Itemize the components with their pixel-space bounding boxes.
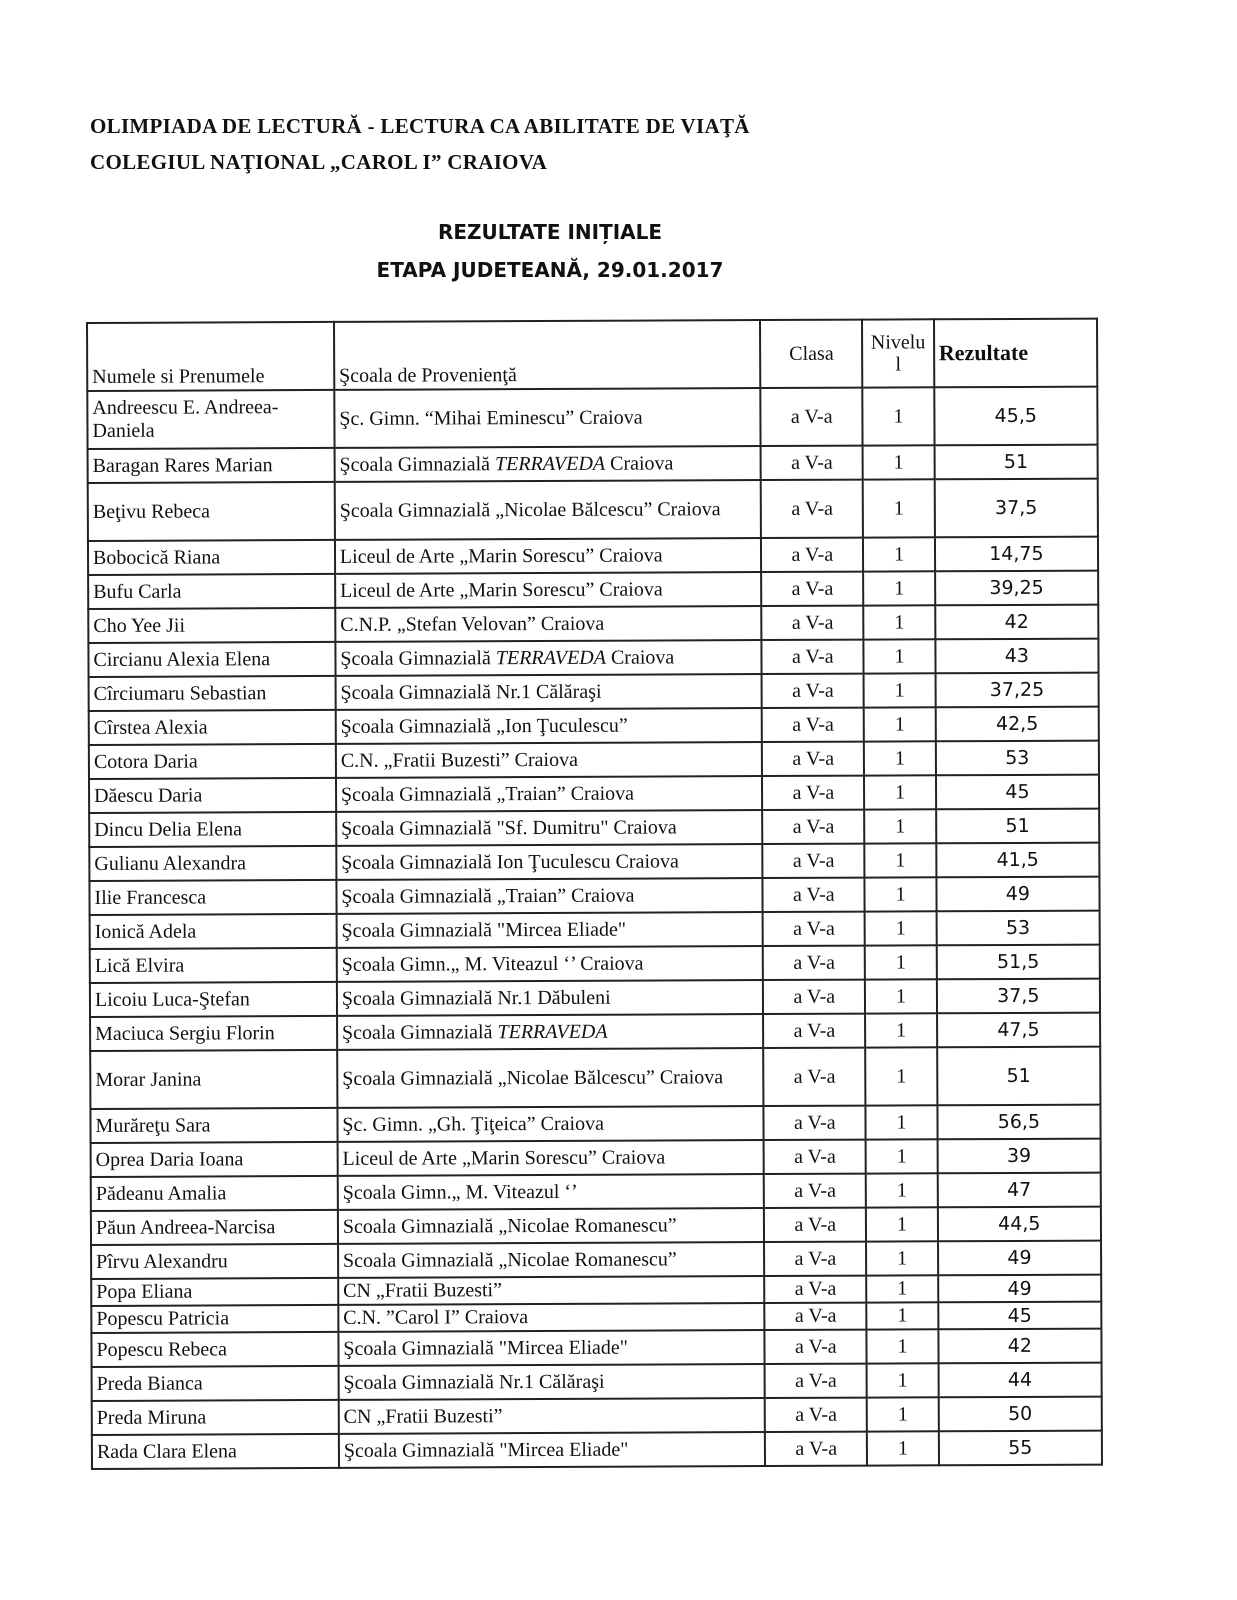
nivel-cell: 1 bbox=[866, 1105, 938, 1139]
rezultat-cell: 51 bbox=[936, 809, 1099, 844]
student-name-cell: Morar Janina bbox=[90, 1050, 337, 1109]
document-header bbox=[90, 108, 750, 180]
rezultat-cell: 45 bbox=[936, 775, 1099, 810]
clasa-cell: a V-a bbox=[763, 946, 865, 980]
stage-date-title: ETAPA JUDETEANĂ, 29.01.2017 bbox=[376, 258, 724, 282]
student-name-cell: Circianu Alexia Elena bbox=[88, 642, 335, 677]
table-row bbox=[92, 1397, 1102, 1435]
clasa-cell: a V-a bbox=[762, 810, 864, 844]
rezultat-cell: 42 bbox=[938, 1329, 1101, 1364]
student-name-cell: Oprea Daria Ioana bbox=[91, 1142, 338, 1177]
table-header-row bbox=[87, 319, 1097, 391]
nivel-cell: 1 bbox=[867, 1397, 939, 1431]
nivel-cell: 1 bbox=[866, 1241, 938, 1275]
rezultat-cell: 50 bbox=[938, 1397, 1101, 1432]
school-cell: Şcoala Gimnazială Ion Ţuculescu Craiova bbox=[336, 844, 763, 880]
student-name-cell: Bufu Carla bbox=[88, 574, 335, 609]
rezultat-cell: 39 bbox=[937, 1139, 1100, 1174]
clasa-cell: a V-a bbox=[764, 1174, 866, 1208]
student-name-cell: Rada Clara Elena bbox=[92, 1434, 339, 1469]
school-cell: Şcoala Gimnazială "Mircea Eliade" bbox=[336, 912, 763, 948]
nivel-cell: 1 bbox=[866, 1207, 938, 1241]
rezultat-cell: 49 bbox=[936, 877, 1099, 912]
nivel-cell: 1 bbox=[865, 979, 937, 1013]
school-cell: C.N. „Fratii Buzesti” Craiova bbox=[336, 742, 763, 778]
nivel-cell: 1 bbox=[867, 1363, 939, 1397]
student-name-cell: Gulianu Alexandra bbox=[89, 846, 336, 881]
olympiad-title: OLIMPIADA DE LECTURĂ - LECTURA CA ABILITATE DE VIAŢĂ bbox=[90, 114, 750, 138]
rezultat-cell: 37,5 bbox=[937, 979, 1100, 1014]
nivel-cell: 1 bbox=[864, 741, 936, 775]
school-cell: Şcoala Gimnazială TERRAVEDA Craiova bbox=[335, 640, 762, 676]
nivel-cell: 1 bbox=[864, 775, 936, 809]
student-name-cell: Maciuca Sergiu Florin bbox=[90, 1016, 337, 1051]
school-cell: Şcoala Gimnazială „Ion Ţuculescu” bbox=[336, 708, 763, 744]
clasa-cell: a V-a bbox=[765, 1364, 867, 1398]
school-cell: Şcoala Gimnazială Nr.1 Călăraşi bbox=[338, 1364, 765, 1400]
student-name-cell: Licoiu Luca-Ştefan bbox=[90, 982, 337, 1017]
student-name-cell: Popescu Patricia bbox=[91, 1305, 338, 1333]
nivel-cell: 1 bbox=[865, 877, 937, 911]
table-row bbox=[91, 1207, 1101, 1245]
student-name-cell: Preda Miruna bbox=[92, 1400, 339, 1435]
student-name-cell: Preda Bianca bbox=[92, 1366, 339, 1401]
clasa-cell: a V-a bbox=[765, 1330, 867, 1364]
clasa-cell: a V-a bbox=[765, 1303, 867, 1330]
table-row bbox=[88, 537, 1098, 575]
clasa-cell: a V-a bbox=[763, 844, 865, 878]
school-cell: Şcoala Gimnazială Nr.1 Dăbuleni bbox=[337, 980, 764, 1016]
student-name-cell: Cîrciumaru Sebastian bbox=[89, 676, 336, 711]
rezultat-cell: 53 bbox=[936, 741, 1099, 776]
nivel-cell: 1 bbox=[867, 1302, 939, 1329]
student-name-cell: Lică Elvira bbox=[90, 948, 337, 983]
table-row bbox=[91, 1241, 1101, 1279]
nivel-cell: 1 bbox=[864, 605, 936, 639]
rezultat-cell: 41,5 bbox=[936, 843, 1099, 878]
table-row bbox=[89, 809, 1099, 847]
rezultat-cell: 14,75 bbox=[935, 537, 1098, 572]
clasa-cell: a V-a bbox=[762, 606, 864, 640]
school-cell: Şcoala Gimnazială „Nicolae Bălcescu” Craiova bbox=[337, 1048, 764, 1108]
rezultat-cell: 49 bbox=[938, 1275, 1101, 1303]
table-row bbox=[88, 639, 1098, 677]
clasa-cell: a V-a bbox=[764, 1106, 866, 1140]
table-row bbox=[88, 605, 1098, 643]
clasa-cell: a V-a bbox=[765, 1432, 867, 1466]
table-row bbox=[89, 877, 1099, 915]
student-name-cell: Andreescu E. Andreea-Daniela bbox=[87, 390, 334, 449]
rezultat-cell: 56,5 bbox=[937, 1105, 1100, 1140]
clasa-cell: a V-a bbox=[763, 980, 865, 1014]
student-name-cell: Cho Yee Jii bbox=[88, 608, 335, 643]
school-cell: Şc. Gimn. „Gh. Ţiţeica” Craiova bbox=[337, 1106, 764, 1142]
rezultat-cell: 37,5 bbox=[934, 479, 1098, 538]
clasa-cell: a V-a bbox=[762, 674, 864, 708]
student-name-cell: Bobocică Riana bbox=[88, 540, 335, 575]
school-cell: Şc. Gimn. “Mihai Eminescu” Craiova bbox=[334, 388, 761, 448]
table-row bbox=[90, 979, 1100, 1017]
table-row bbox=[88, 571, 1098, 609]
school-cell: Şcoala Gimnazială "Mircea Eliade" bbox=[338, 1330, 765, 1366]
rezultat-cell: 51 bbox=[934, 445, 1097, 480]
column-header-school: Şcoala de Provenienţă bbox=[334, 320, 761, 390]
student-name-cell: Cîrstea Alexia bbox=[89, 710, 336, 745]
school-cell: Şcoala Gimnazială "Sf. Dumitru" Craiova bbox=[336, 810, 763, 846]
nivel-cell: 1 bbox=[867, 1329, 939, 1363]
table-row bbox=[87, 387, 1097, 449]
clasa-cell: a V-a bbox=[763, 1014, 865, 1048]
results-title: REZULTATE INIȚIALE bbox=[437, 220, 663, 244]
school-cell: Şcoala Gimnazială „Nicolae Bălcescu” Craiova bbox=[335, 480, 762, 540]
school-cell: C.N. ”Carol I” Craiova bbox=[338, 1303, 765, 1332]
rezultat-cell: 49 bbox=[938, 1241, 1101, 1276]
school-cell: Şcoala Gimnazială TERRAVEDA bbox=[337, 1014, 764, 1050]
nivel-cell: 1 bbox=[863, 387, 935, 445]
nivel-cell: 1 bbox=[863, 445, 935, 479]
table-row bbox=[89, 843, 1099, 881]
table-row bbox=[91, 1139, 1101, 1177]
rezultat-cell: 53 bbox=[936, 911, 1099, 946]
table-row bbox=[90, 945, 1100, 983]
student-name-cell: Pădeanu Amalia bbox=[91, 1176, 338, 1211]
clasa-cell: a V-a bbox=[762, 776, 864, 810]
student-name-cell: Beţivu Rebeca bbox=[88, 482, 335, 541]
school-cell: Şcoala Gimnazială "Mircea Eliade" bbox=[339, 1432, 766, 1468]
clasa-cell: a V-a bbox=[762, 640, 864, 674]
column-header-nivel: Nivelu l bbox=[862, 319, 934, 387]
results-table bbox=[86, 318, 1103, 1470]
table-row bbox=[88, 445, 1098, 483]
college-title: COLEGIUL NAŢIONAL „CAROL I” CRAIOVA bbox=[90, 150, 548, 174]
school-cell: Şcoala Gimnazială „Traian” Craiova bbox=[336, 776, 763, 812]
column-header-clasa: Clasa bbox=[760, 320, 862, 388]
clasa-cell: a V-a bbox=[761, 572, 863, 606]
student-name-cell: Ilie Francesca bbox=[89, 880, 336, 915]
table-row bbox=[90, 911, 1100, 949]
table-row bbox=[90, 1013, 1100, 1051]
nivel-cell: 1 bbox=[866, 1047, 938, 1105]
school-cell: Şcoala Gimnazială Nr.1 Călăraşi bbox=[335, 674, 762, 710]
nivel-cell: 1 bbox=[863, 537, 935, 571]
nivel-cell: 1 bbox=[864, 809, 936, 843]
rezultat-cell: 43 bbox=[935, 639, 1098, 674]
rezultat-cell: 47 bbox=[937, 1173, 1100, 1208]
clasa-cell: a V-a bbox=[763, 1048, 865, 1106]
school-cell: Liceul de Arte „Marin Sorescu” Craiova bbox=[335, 572, 762, 608]
table-row bbox=[89, 673, 1099, 711]
rezultat-cell: 44 bbox=[938, 1363, 1101, 1398]
nivel-cell: 1 bbox=[866, 1275, 938, 1302]
school-cell: CN „Fratii Buzesti” bbox=[339, 1398, 766, 1434]
student-name-cell: Murăreţu Sara bbox=[90, 1108, 337, 1143]
table-row bbox=[88, 479, 1098, 541]
school-cell: Şcoala Gimnazială TERRAVEDA Craiova bbox=[334, 446, 761, 482]
nivel-cell: 1 bbox=[865, 945, 937, 979]
clasa-cell: a V-a bbox=[765, 1398, 867, 1432]
school-cell: Scoala Gimnazială „Nicolae Romanescu” bbox=[338, 1208, 765, 1244]
nivel-cell: 1 bbox=[864, 707, 936, 741]
student-name-cell: Dincu Delia Elena bbox=[89, 812, 336, 847]
clasa-cell: a V-a bbox=[764, 1140, 866, 1174]
clasa-cell: a V-a bbox=[761, 538, 863, 572]
table-row bbox=[89, 775, 1099, 813]
student-name-cell: Popa Eliana bbox=[91, 1278, 338, 1306]
nivel-cell: 1 bbox=[865, 1013, 937, 1047]
nivel-cell: 1 bbox=[865, 843, 937, 877]
rezultat-cell: 39,25 bbox=[935, 571, 1098, 606]
clasa-cell: a V-a bbox=[764, 1208, 866, 1242]
school-cell: Liceul de Arte „Marin Sorescu” Craiova bbox=[337, 1140, 764, 1176]
nivel-cell: 1 bbox=[866, 1173, 938, 1207]
clasa-cell: a V-a bbox=[761, 446, 863, 480]
student-name-cell: Cotora Daria bbox=[89, 744, 336, 779]
table-row bbox=[89, 741, 1099, 779]
rezultat-cell: 37,25 bbox=[935, 673, 1098, 708]
table-row bbox=[92, 1431, 1102, 1469]
school-cell: C.N.P. „Stefan Velovan” Craiova bbox=[335, 606, 762, 642]
school-cell: Liceul de Arte „Marin Sorescu” Craiova bbox=[335, 538, 762, 574]
student-name-cell: Dăescu Daria bbox=[89, 778, 336, 813]
student-name-cell: Ionică Adela bbox=[90, 914, 337, 949]
student-name-cell: Păun Andreea-Narcisa bbox=[91, 1210, 338, 1245]
school-cell: Şcoala Gimnazială „Traian” Craiova bbox=[336, 878, 763, 914]
student-name-cell: Popescu Rebeca bbox=[91, 1332, 338, 1367]
table-row bbox=[89, 707, 1099, 745]
student-name-cell: Baragan Rares Marian bbox=[88, 448, 335, 483]
school-cell: CN „Fratii Buzesti” bbox=[338, 1276, 765, 1305]
clasa-cell: a V-a bbox=[764, 1276, 866, 1303]
student-name-cell: Pîrvu Alexandru bbox=[91, 1244, 338, 1279]
clasa-cell: a V-a bbox=[761, 388, 863, 446]
table-row bbox=[90, 1105, 1100, 1143]
school-cell: Şcoala Gimn.„ M. Viteazul ‘’ Craiova bbox=[337, 946, 764, 982]
clasa-cell: a V-a bbox=[763, 912, 865, 946]
nivel-cell: 1 bbox=[866, 1139, 938, 1173]
clasa-cell: a V-a bbox=[762, 742, 864, 776]
clasa-cell: a V-a bbox=[761, 480, 863, 538]
rezultat-cell: 55 bbox=[939, 1431, 1102, 1466]
rezultat-cell: 42,5 bbox=[935, 707, 1098, 742]
table-row bbox=[91, 1329, 1101, 1367]
rezultat-cell: 51,5 bbox=[936, 945, 1099, 980]
nivel-cell: 1 bbox=[864, 639, 936, 673]
column-header-rezultate: Rezultate bbox=[934, 319, 1098, 388]
nivel-cell: 1 bbox=[867, 1431, 939, 1465]
rezultat-cell: 45 bbox=[938, 1302, 1101, 1330]
rezultat-cell: 45,5 bbox=[934, 387, 1098, 446]
school-cell: Scoala Gimnazială „Nicolae Romanescu” bbox=[338, 1242, 765, 1278]
column-header-name: Numele si Prenumele bbox=[87, 322, 334, 391]
clasa-cell: a V-a bbox=[762, 708, 864, 742]
clasa-cell: a V-a bbox=[764, 1242, 866, 1276]
table-row bbox=[92, 1363, 1102, 1401]
rezultat-cell: 51 bbox=[937, 1047, 1101, 1106]
nivel-cell: 1 bbox=[863, 571, 935, 605]
school-cell: Şcoala Gimn.„ M. Viteazul ‘’ bbox=[338, 1174, 765, 1210]
rezultat-cell: 44,5 bbox=[938, 1207, 1101, 1242]
nivel-cell: 1 bbox=[865, 911, 937, 945]
nivel-cell: 1 bbox=[863, 479, 935, 537]
rezultat-cell: 42 bbox=[935, 605, 1098, 640]
nivel-cell: 1 bbox=[864, 673, 936, 707]
rezultat-cell: 47,5 bbox=[937, 1013, 1100, 1048]
clasa-cell: a V-a bbox=[763, 878, 865, 912]
table-row bbox=[90, 1047, 1100, 1109]
table-row bbox=[91, 1173, 1101, 1211]
